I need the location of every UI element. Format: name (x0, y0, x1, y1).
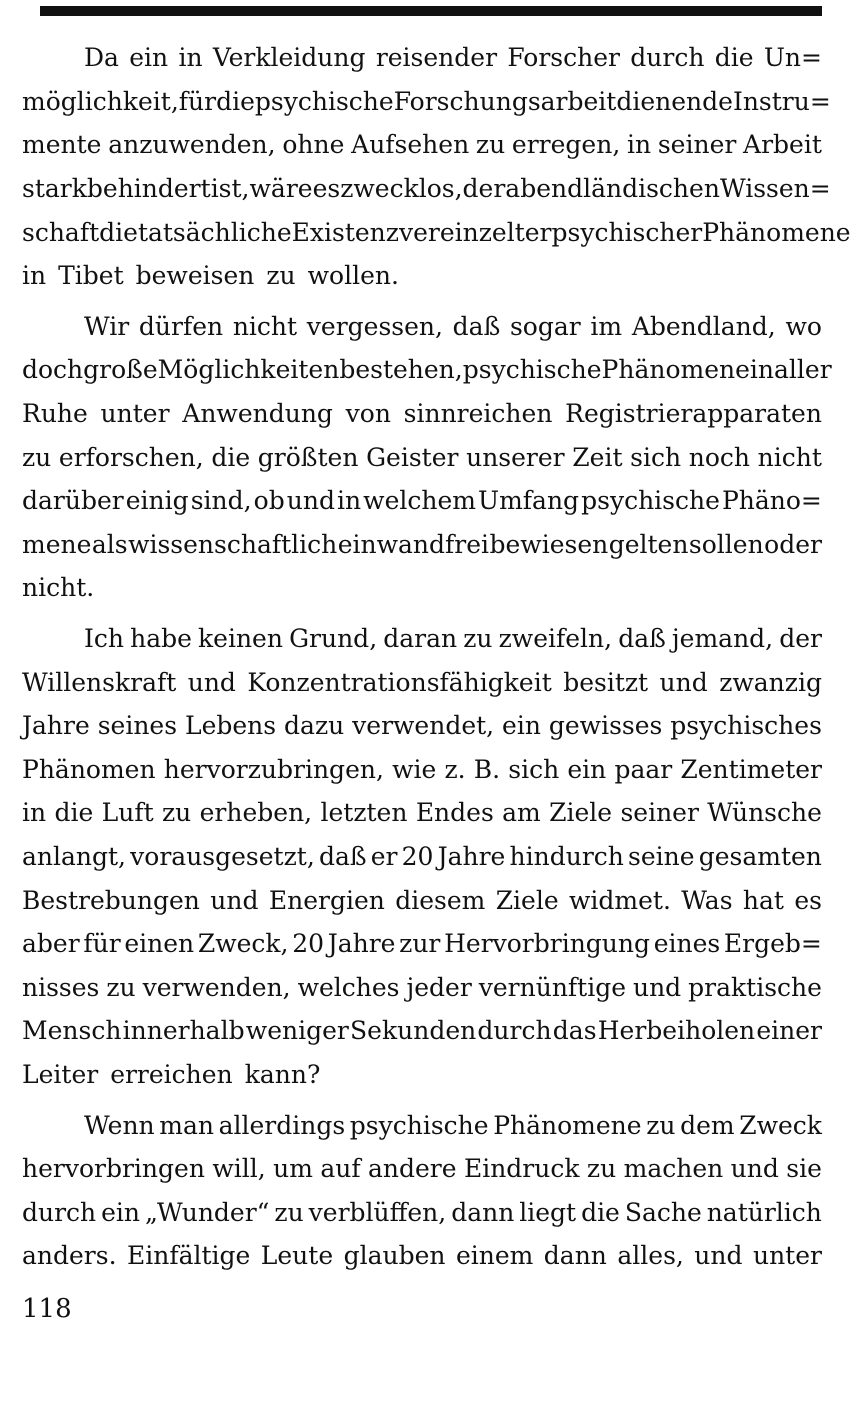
paragraph (22, 305, 832, 610)
text-line: nicht. (22, 573, 95, 603)
text-line: Ich habe keinen Grund, daran zu zweifeln, daß jemand, der (84, 624, 822, 654)
text-line: aber für einen Zweck, 20 Jahre zur Hervorbringung eines Ergeb= (22, 929, 822, 959)
text-line: mente anzuwenden, ohne Aufsehen zu erregen, in seiner Arbeit (22, 130, 822, 160)
body-text (22, 36, 851, 1278)
text-line: Wir dürfen nicht vergessen, daß sogar im Abendland, wo (84, 311, 822, 341)
text-line: möglichkeit, für die psychische Forschungsarbeit dienende Instru= (22, 86, 831, 116)
text-line: Phänomen hervorzubringen, wie z. B. sich ein paar Zentimeter (22, 754, 822, 784)
text-line: Jahre seines Lebens dazu verwendet, ein gewisses psychisches (22, 711, 822, 741)
text-line: stark behindert ist, wäre es zwecklos, der abendländischen Wissen= (22, 174, 831, 204)
text-line: zu erforschen, die größten Geister unserer Zeit sich noch nicht (22, 442, 822, 472)
text-line: anders. Einfältige Leute glauben einem dann alles, und unter (22, 1241, 822, 1271)
text-line: Ruhe unter Anwendung von sinnreichen Registrierapparaten (22, 399, 822, 429)
text-line: Wenn man allerdings psychische Phänomene zu dem Zweck (84, 1110, 822, 1140)
page-number: 118 (22, 1294, 72, 1324)
text-line: doch große Möglichkeiten bestehen, psychische Phänomene in aller (22, 355, 832, 385)
text-line: in Tibet beweisen zu wollen. (22, 261, 399, 291)
text-line: Mensch innerhalb weniger Sekunden durch das Herbeiholen einer (22, 1016, 822, 1046)
text-line: mene als wissenschaftlich einwandfrei bewiesen gelten sollen oder (22, 529, 822, 559)
text-line: anlangt, vorausgesetzt, daß er 20 Jahre hindurch seine gesamten (22, 841, 822, 871)
paragraph (22, 1103, 822, 1277)
text-line: hervorbringen will, um auf andere Eindruck zu machen und sie (22, 1154, 822, 1184)
text-line: Bestrebungen und Energien diesem Ziele widmet. Was hat es (22, 885, 822, 915)
text-line: in die Luft zu erheben, letzten Endes am Ziele seiner Wünsche (22, 798, 822, 828)
text-line: Leiter erreichen kann? (22, 1059, 321, 1089)
text-line: Da ein in Verkleidung reisender Forscher durch die Un= (84, 43, 822, 73)
paragraph (22, 617, 822, 1097)
text-line: schaft die tatsächliche Existenz vereinzelter psychischer Phänomene (22, 217, 851, 247)
paragraph (22, 36, 851, 298)
text-line: nisses zu verwenden, welches jeder vernünftige und praktische (22, 972, 822, 1002)
text-line: durch ein „Wunder“ zu verblüffen, dann liegt die Sache natürlich (22, 1197, 822, 1227)
text-line: darüber einig sind, ob und in welchem Umfang psychische Phäno= (22, 486, 822, 516)
text-line: Willenskraft und Konzentrationsfähigkeit besitzt und zwanzig (22, 667, 822, 697)
top-rule (40, 6, 822, 16)
